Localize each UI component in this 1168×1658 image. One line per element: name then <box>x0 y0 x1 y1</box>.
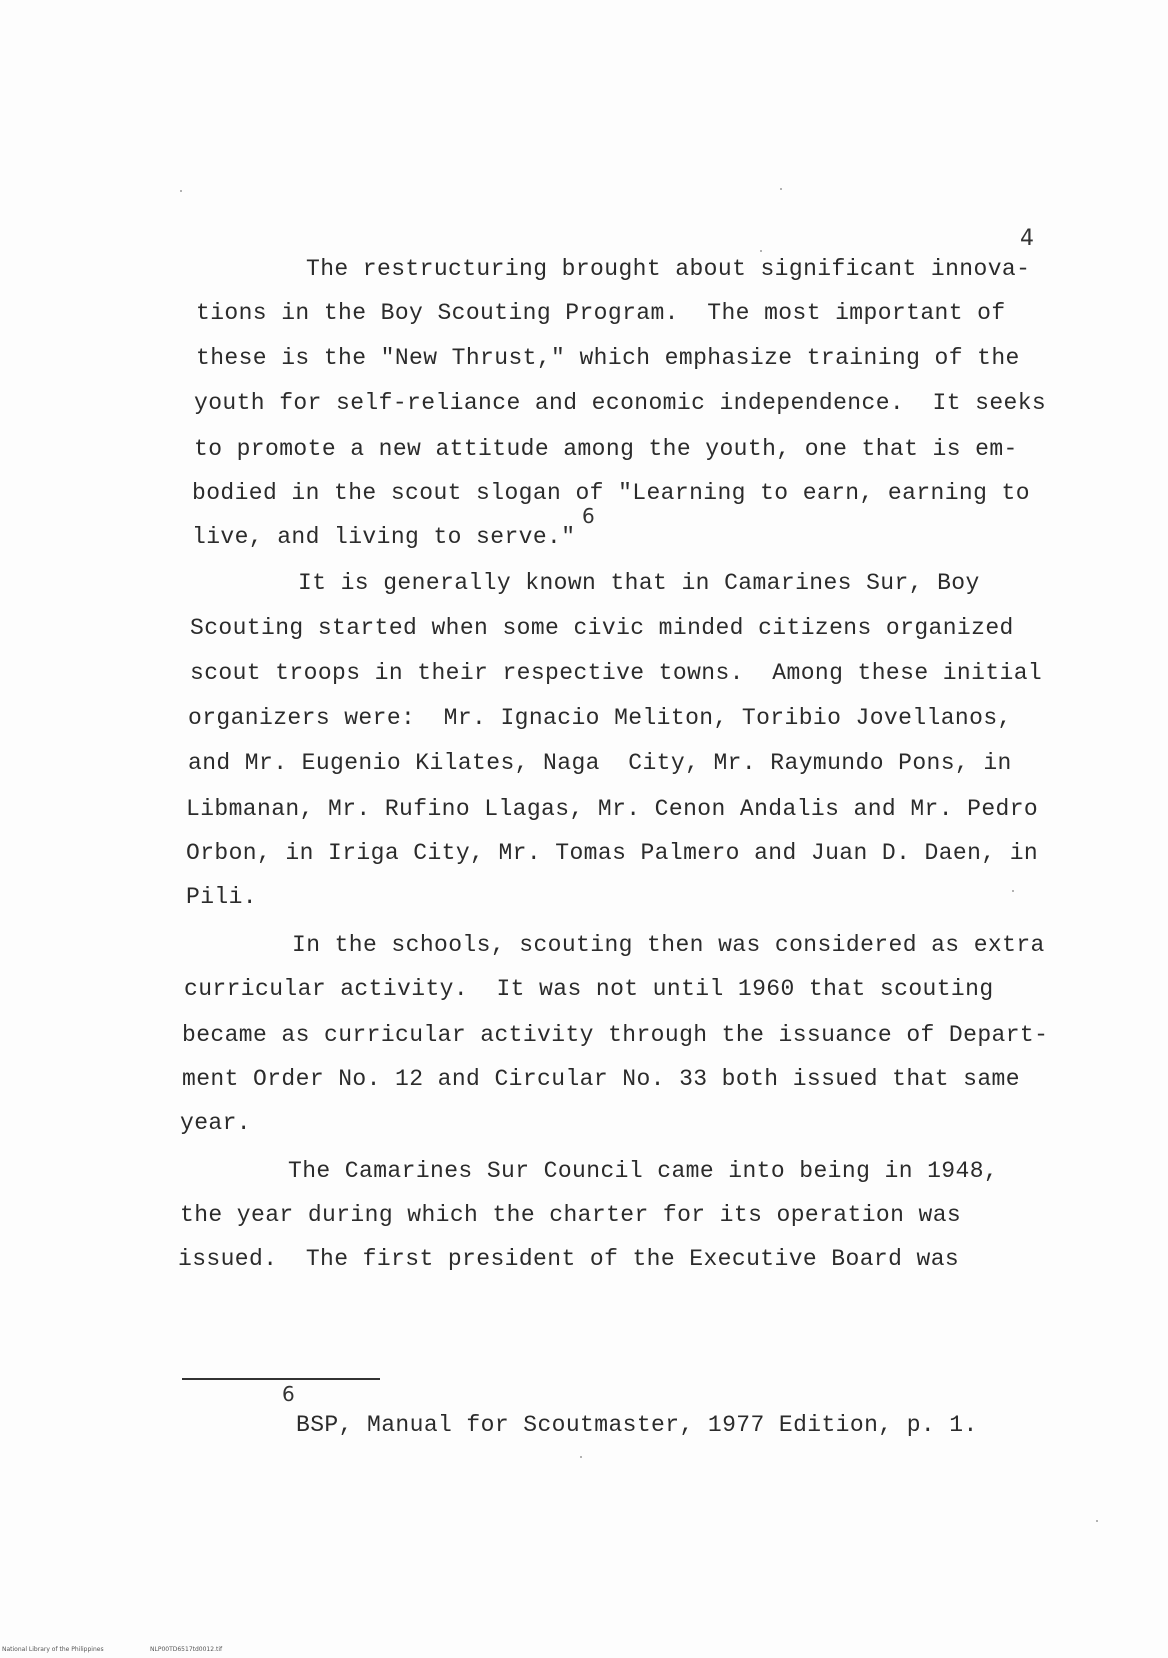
page-number: 4 <box>1020 226 1034 251</box>
scan-speck <box>1012 890 1014 892</box>
text-line: and Mr. Eugenio Kilates, Naga City, Mr. Raymundo Pons, in <box>188 750 1012 776</box>
text-line: ment Order No. 12 and Circular No. 33 both issued that same <box>182 1066 1020 1092</box>
text-line: to promote a new attitude among the youth, one that is em- <box>194 436 1018 462</box>
text-line: bodied in the scout slogan of "Learning to earn, earning to <box>192 480 1030 506</box>
archive-library-label: National Library of the Philippines <box>2 1646 104 1653</box>
text-line: Orbon, in Iriga City, Mr. Tomas Palmero and Juan D. Daen, in <box>186 840 1039 866</box>
text-line: organizers were: Mr. Ignacio Meliton, Toribio Jovellanos, <box>188 705 1012 731</box>
footnote-reference: 6 <box>582 504 595 528</box>
text-line: Scouting started when some civic minded citizens organized <box>190 615 1014 641</box>
text-line: the year during which the charter for its operation was <box>180 1202 962 1228</box>
text-line: The restructuring brought about significant innova- <box>306 256 1031 282</box>
text-line: curricular activity. It was not until 1960 that scouting <box>184 976 994 1002</box>
scan-speck <box>1096 1520 1098 1522</box>
archive-file-label: NLP00TD6517td0012.tif <box>150 1646 223 1653</box>
text-line: these is the "New Thrust," which emphasize training of the <box>196 345 1020 371</box>
text-line: Libmanan, Mr. Rufino Llagas, Mr. Cenon Andalis and Mr. Pedro <box>186 796 1039 822</box>
text-line: issued. The first president of the Executive Board was <box>178 1246 960 1272</box>
text-line: tions in the Boy Scouting Program. The most important of <box>196 300 1006 326</box>
text-line: scout troops in their respective towns. Among these initial <box>190 660 1043 686</box>
footnote-marker: 6 <box>282 1382 295 1406</box>
scan-speck <box>780 188 782 190</box>
text-line: live, and living to serve." <box>192 524 576 550</box>
text-line: became as curricular activity through the issuance of Depart- <box>182 1022 1049 1048</box>
text-line: youth for self-reliance and economic independence. It seeks <box>194 390 1047 416</box>
scan-speck <box>760 250 762 252</box>
text-line: It is generally known that in Camarines Sur, Boy <box>298 570 980 596</box>
scan-speck <box>180 190 182 192</box>
text-line: In the schools, scouting then was considered as extra <box>292 932 1045 958</box>
footnote-text: BSP, Manual for Scoutmaster, 1977 Edition, p. 1. <box>296 1412 978 1438</box>
scan-speck <box>580 1456 582 1458</box>
text-line: Pili. <box>186 884 258 910</box>
text-line: year. <box>180 1110 252 1136</box>
footnote-divider <box>182 1378 380 1380</box>
text-line: The Camarines Sur Council came into being in 1948, <box>288 1158 999 1184</box>
